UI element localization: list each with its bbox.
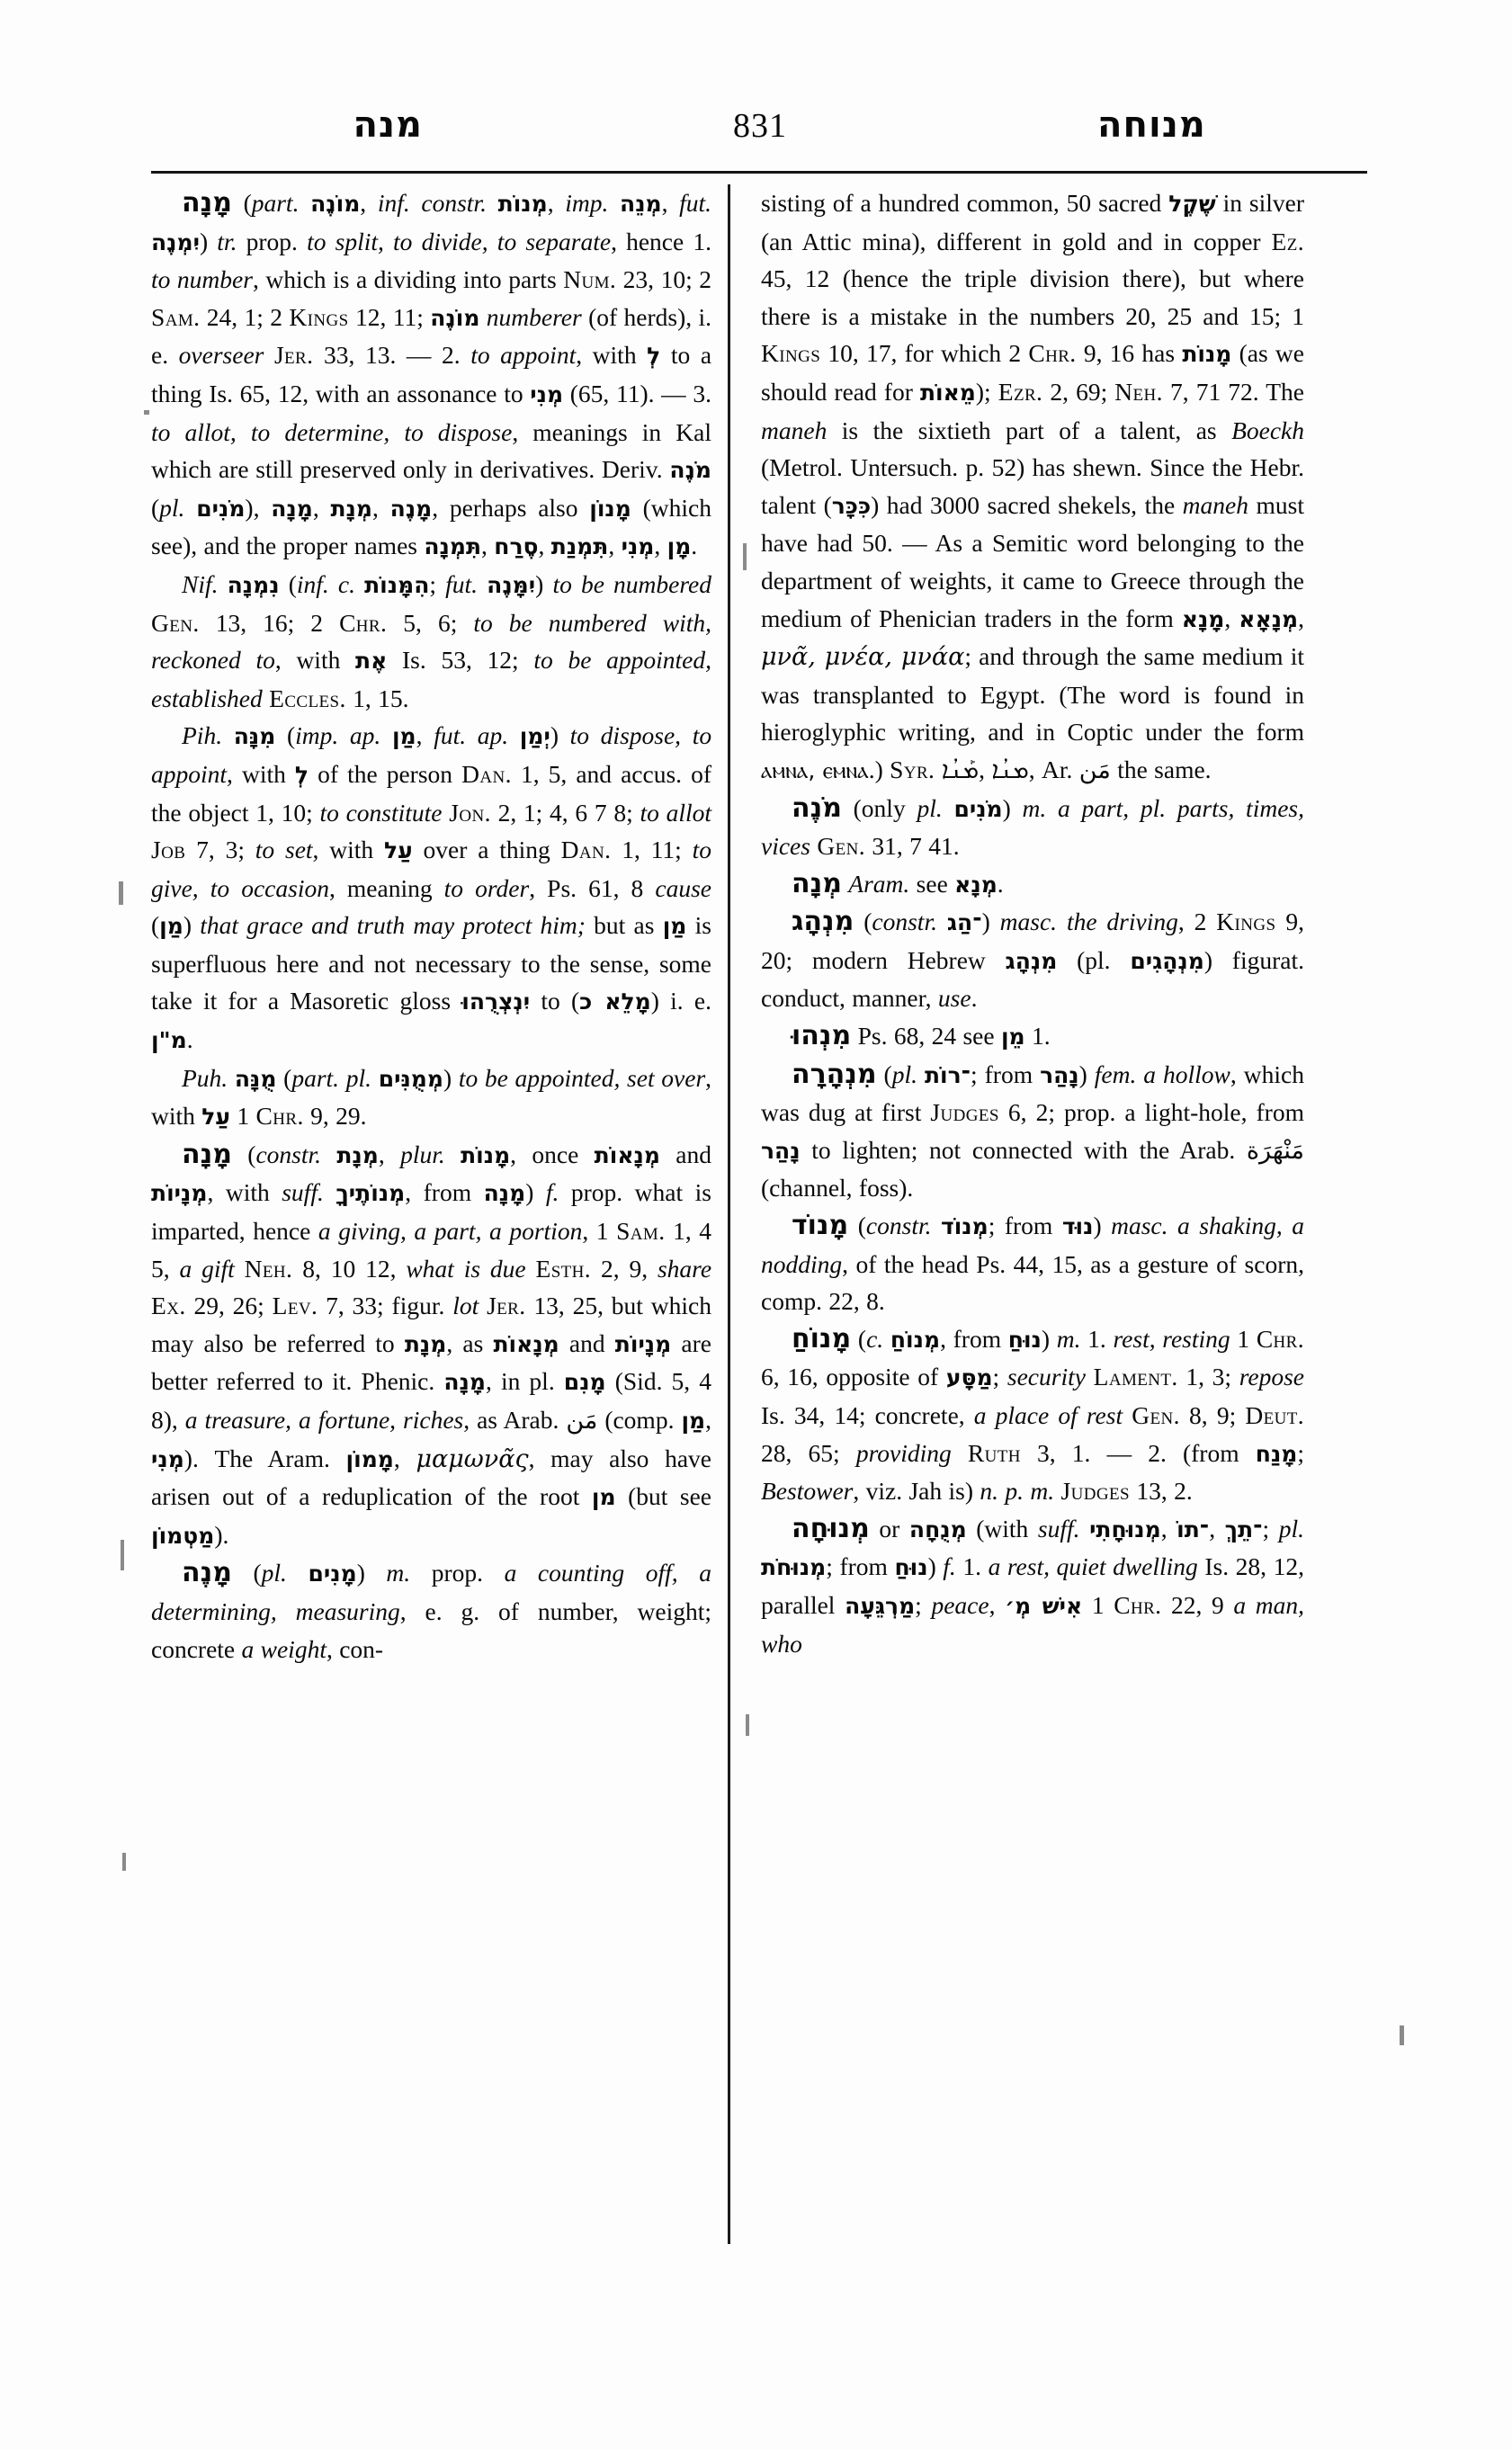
entry-manah-nifal: Nif. נִמְנָה (inf. c. הִמָּנוֹת; fut. יִמָּנֶה) to be numbered Gen. 13, 16; 2 Chr. 5, 6; to be numbered with, reckoned to, with אֶת Is. 53, 12; to be appointed, established Eccles. 1, 15. (151, 569, 712, 712)
scan-speckle (119, 881, 123, 905)
entry-manah-noun: מָנָה (constr. מְנָת, plur. מָנוֹת, once מְנָאוֹת and מְנָיוֹת, with suff. מְנוֹתֶיךָ, from מָנָה) f. prop. what is imparted, hence a giving, a part, a portion, 1 Sam. 1, 4 5, a gift Neh. 8, 10 12, what is due Esth. 2, 9, share Ex. 29, 26; Lev. 7, 33; figur. lot Jer. 13, 25, but which may also be referred to מְנָת, as מְנָאוֹת and מְנָיוֹת are better referred to it. Phenic. מָנָה, in pl. מָנִם (Sid. 5, 4 8), a treasure, a fortune, riches, as Arab. مَن (comp. מַן, מְנִי). The Aram. מָמוֹן, μαμωνᾶς, may also have arisen out of a reduplication of the root מן (but see מַטְמוֹן). (151, 1138, 712, 1549)
running-head-right-headword: מנוחה (1097, 104, 1206, 146)
scan-speckle (121, 1540, 124, 1570)
scan-speckle (1400, 2025, 1404, 2045)
entry-manoach: מָנוֹחַ (c. מְנוֹחַ, from נוּחַ) m. 1. rest, resting 1 Chr. 6, 16, opposite of מַסָּע; security Lament. 1, 3; repose Is. 34, 14; concrete, a place of rest Gen. 8, 9; Deut. 28, 65; providing Ruth 3, 1. — 2. (from מָנַח; Bestower, viz. Jah is) n. p. m. Judges 13, 2. (761, 1322, 1305, 1506)
entry-manah-piel: Pih. מִנָּה (imp. ap. מַן, fut. ap. יְמַן) to dispose, to appoint, with לְ of the person Dan. 1, 5, and accus. of the object 1, 10; to constitute Jon. 2, 1; 4, 6 7 8; to allot Job 7, 3; to set, with עַל over a thing Dan. 1, 11; to give, to occasion, meaning to order, Ps. 61, 8 cause (מַן) that grace and truth may protect him; but as מַן is superfluous here and not necessary to the sense, some take it for a Masoretic gloss יִנְצְרֻהוּ to (מָלֵא כ) i. e. מ"ן. (151, 721, 712, 1054)
entry-manod: מָנוֹד (constr. מְנוֹד; from נוּד) masc. a shaking, a nodding, of the head Ps. 44, 15, as a gesture of scorn, comp. 22, 8. (761, 1210, 1304, 1316)
scan-speckle (743, 543, 747, 570)
entry-moneh: מֹנֶה (only pl. מֹנִים) m. a part, pl. parts, times, vices Gen. 31, 7 41. (761, 791, 1304, 861)
running-head (153, 106, 1367, 169)
scan-speckle (144, 410, 149, 415)
page-number: 831 (733, 107, 787, 145)
body-columns (151, 184, 1367, 2244)
entry-maneh-noun: מָנֶה (pl. מָנִים) m. prop. a counting off, a determining, measuring, e. g. of number, weight; concrete a weight, con- (151, 1557, 711, 1663)
entry-minharah: מִנְהָרָה (pl. ־רוֹת; from נָהַר) fem. a hollow, which was dug at first Judges 6, 2; prop. a light-hole, from נָהַר to lighten; not connected with the Arab. مَنْهَرَة (channel, foss). (761, 1058, 1304, 1203)
column-right (728, 184, 1304, 2244)
running-head-left-headword: מנה (353, 104, 423, 146)
entry-menuchah: מְנוּחָה or מְנֻחָה (with suff. מְנוּחָתִי, ־תוֹ, ־תֵךְ; pl. מְנוּחֹת; from נוּחַ) f. 1. a rest, quiet dwelling Is. 28, 12, parallel מַרְגֵּעָה; peace, אִישׁ מְ׳ 1 Chr. 22, 9 a man, who (761, 1512, 1305, 1658)
header-rule (151, 171, 1367, 174)
entry-minhag: מִנְהָג (constr. ־הַג) masc. the driving, 2 Kings 9, 20; modern Hebrew מִנְהָג (pl. מִנְהָגִים) figurat. conduct, manner, use. (761, 906, 1304, 1013)
entry-manah-qal: מָנָה (part. מוֹנֶה, inf. constr. מְנוֹת, imp. מְנֵה, fut. יִמְנֶה) tr. prop. to split, to divide, to separate, hence 1. to number, which is a dividing into parts Num. 23, 10; 2 Sam. 24, 1; 2 Kings 12, 11; מוֹנֶה numberer (of herds), i. e. overseer Jer. 33, 13. — 2. to appoint, with לְ to a thing Is. 65, 12, with an assonance to מְנִי (65, 11). — 3. to allot, to determine, to dispose, meanings in Kal which are still preserved only in derivatives. Deriv. מֹנֶה (pl. מֹנִים), מָנָה, מְנָת, מָנֶה, perhaps also מָנוֹן (which see), and the proper names תִּמְנָה, סֶרַח, תִּמְנַת, מְנִי, מָן. (151, 187, 712, 560)
entry-minah-aram: מְנָה Aram. see מְנָא. (792, 867, 1004, 899)
entry-maneh-continued: sisting of a hundred common, 50 sacred שֶׁקֶל in silver (an Attic mina), different in gold and in copper Ez. 45, 12 (hence the triple division there), but where there is a mistake in the numbers 20, 25 and 15; 1 Kings 10, 17, for which 2 Chr. 9, 16 has מָנוֹת (as we should read for מֵאוֹת); Ezr. 2, 69; Neh. 7, 71 72. The maneh is the sixtieth part of a talent, as Boeckh (Metrol. Untersuch. p. 52) has shewn. Since the Hebr. talent (כִּכָּר) had 3000 sacred shekels, the maneh must have had 50. — As a Semitic word belonging to the department of weights, it came to Greece through the medium of Phenician traders in the form מָנָא, מְנָאָא, μνᾶ, μνέα, μνάα; and through the same medium it was transplanted to Egypt. (The word is found in hieroglyphic writing, and in Coptic under the form ⲁⲙⲛⲁ, ⲉⲙⲛⲁ.) Syr. ܡܰܢܳܐ, ܡܢܳܐ, Ar. مَن the same. (761, 189, 1304, 784)
scan-speckle (746, 1714, 749, 1736)
column-left (151, 184, 728, 2244)
scan-speckle (122, 1853, 126, 1871)
entry-manah-pual: Puh. מֻנָּה (part. pl. מְמֻנִּים) to be appointed, set over, with עַל 1 Chr. 9, 29. (151, 1063, 712, 1131)
entry-minhu: מִנְהוּ Ps. 68, 24 see מֵן 1. (792, 1020, 1051, 1052)
